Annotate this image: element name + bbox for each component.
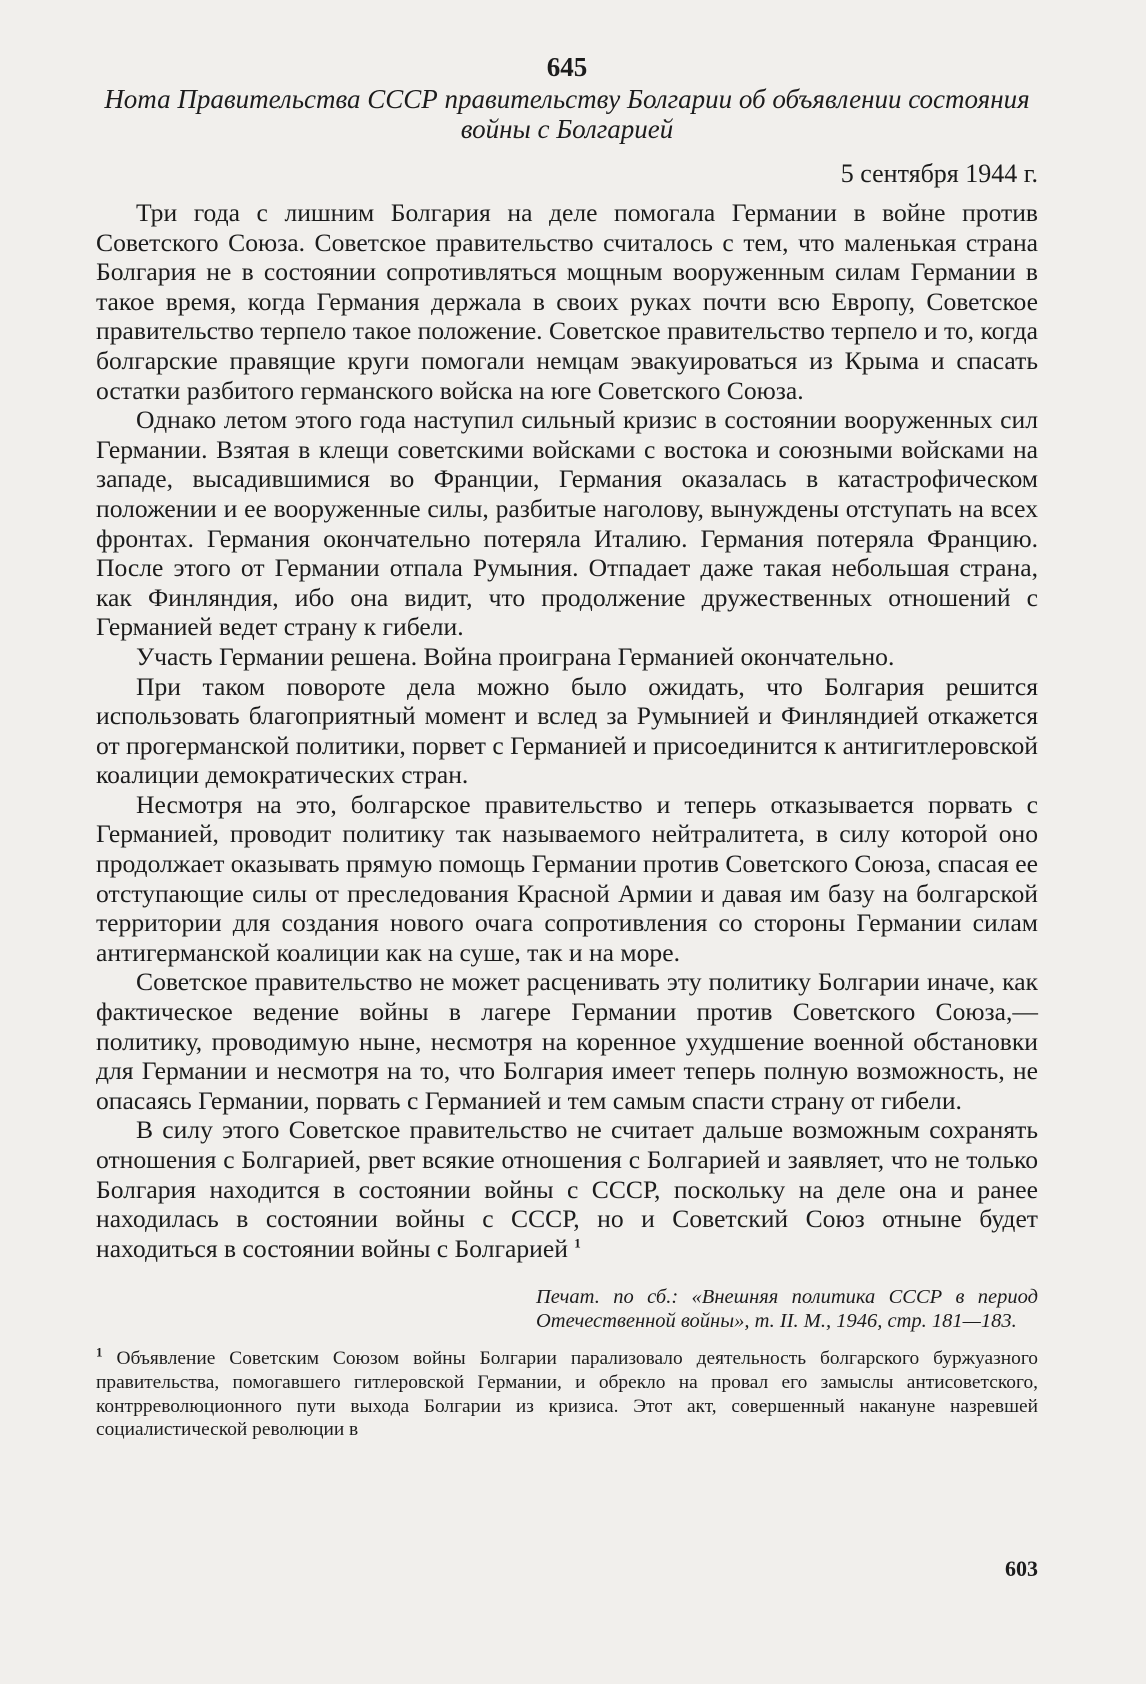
paragraph: При таком повороте дела можно было ожидать, что Болгария решится использовать благоприятный момент и вслед за Румынией и Финляндией откажется от прогерманской политики, порвет с Германией и присоединится к антигитлеровской коалиции демократических стран. (96, 671, 1039, 790)
paragraph: Участь Германии решена. Война проиграна Германией окончательно. (136, 641, 895, 671)
footnote-marker: 1 (96, 1344, 103, 1360)
paragraph-last-text: В силу этого Советское правительство не считает дальше возможным сохранять отношения с Болгарией, рвет всякие отношения с Болгарией и заявляет, что не только Болгария находится в состоянии войны с СССР, поскольку на деле она и ранее находилась в состоянии войны с СССР, но и Советский Союз отныне будет находиться в состоянии войны с Болгарией (96, 1115, 1038, 1263)
paragraph: Несмотря на это, болгарское правительство и теперь отказывается порвать с Германией, проводит политику так называемого нейтралитета, в силу которой оно продолжает оказывать прямую помощь Германии против Советского Союза, спасая ее отступающие силы от преследования Красной Армии и давая им базу на болгарской территории для создания нового очага сопротивления со стороны Германии силам антигерманской коалиции как на суше, так и на море. (96, 789, 1038, 967)
paragraph-last (96, 1115, 1038, 1263)
document-title: Нота Правительства СССР правительству Болгарии об объявлении состояния войны с Болгарией (104, 84, 1030, 144)
footnote-reference: 1 (574, 1235, 581, 1251)
paragraph: Три года с лишним Болгария на деле помогала Германии в войне против Советского Союза. Советское правительство считалось с тем, что маленькая страна Болгария не в состоянии сопротивляться мощным вооруженным силам Германии в такое время, когда Германия держала в своих руках почти всю Европу, Советское правительство терпело такое положение. Советское правительство терпело и то, когда болгарские правящие круги помогали немцам эвакуироваться из Крыма и спасать остатки разбитого германского войска на юге Советского Союза. (96, 198, 1038, 405)
document-body (96, 198, 1038, 1263)
source-citation: Печат. по сб.: «Внешняя политика СССР в период Отечественной войны», т. II. М., 1946, стр. 181—183. (536, 1286, 1038, 1333)
page-number: 603 (1005, 1556, 1038, 1581)
document-number: 645 (546, 52, 588, 82)
footnote (96, 1344, 1038, 1441)
document-date: 5 сентября 1944 г. (840, 159, 1038, 188)
paragraph: Однако летом этого года наступил сильный кризис в состоянии вооруженных сил Германии. Взятая в клещи советскими войсками с востока и союзными войсками на западе, высадившимися во Франции, Германия оказалась в катастрофическом положении и ее вооруженные силы, разбитые наголову, вынуждены отступать на всех фронтах. Германия окончательно потеряла Италию. Германия потеряла Францию. После этого от Германии отпала Румыния. Отпадает даже такая небольшая страна, как Финляндия, ибо она видит, что продолжение дружественных отношений с Германией ведет страну к гибели. (96, 405, 1038, 642)
document-page (96, 52, 1038, 1442)
footnote-text: Объявление Советским Союзом войны Болгарии парализовало деятельность болгарского буржуазного правительства, помогавшего гитлеровской Германии, и обрекло на провал его замыслы антисоветского, контрреволюционного пути выхода Болгарии из кризиса. Этот акт, совершенный накануне назревшей социалистической революции в (96, 1348, 1038, 1441)
paragraph: Советское правительство не может расценивать эту политику Болгарии иначе, как фактическое ведение войны в лагере Германии против Советского Союза,— политику, проводимую ныне, несмотря на коренное ухудшение военной обстановки для Германии и несмотря на то, что Болгария имеет теперь полную возможность, не опасаясь Германии, порвать с Германией и тем самым спасти страну от гибели. (96, 967, 1038, 1115)
